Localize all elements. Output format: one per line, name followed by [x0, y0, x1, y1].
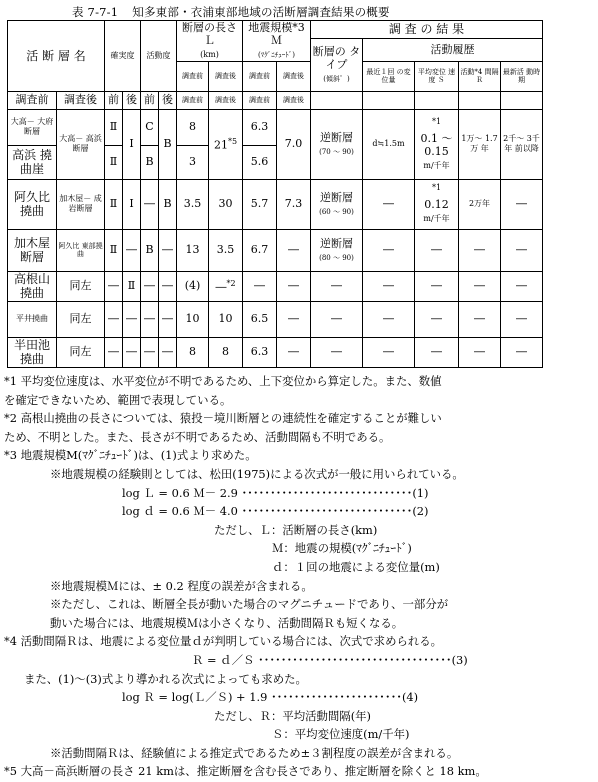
caption-title: 知多東部・衣浦東部地域の活断層調査結果の概要 — [132, 5, 390, 19]
cell: ― — [459, 301, 501, 337]
cell: ― — [363, 229, 415, 271]
header-cert-pre: 前 — [105, 91, 123, 109]
cell: 6.5 — [243, 301, 277, 337]
note-line: *3 地震規模M(ﾏｸﾞﾆﾁｭｰﾄﾞ)は、(1)式より求めた。 — [4, 448, 257, 463]
sub-len-post: 調査後 — [209, 91, 243, 109]
table-row — [8, 301, 543, 337]
fault-after: 同左 — [57, 271, 105, 301]
note-line: ※活動間隔Ｒは、経験値による推定式であるため±３割程度の誤差が含まれる。 — [50, 745, 459, 760]
cell: 6.3 — [243, 337, 277, 367]
equation-3: Ｒ = ｄ／Ｓ ･･････････････････････････････････(3) — [192, 652, 468, 667]
cell: 6.3 — [243, 109, 277, 145]
cell: ― — [311, 271, 363, 301]
cell: ― — [277, 271, 311, 301]
note-line: ただし、Ｒ：平均活動間隔(年) — [214, 708, 371, 723]
cell: 13 — [177, 229, 209, 271]
cell: ― — [123, 337, 141, 367]
fault-before: 高浜 撓曲崖 — [8, 145, 57, 179]
cell: 30 — [209, 179, 243, 229]
cell: 6.7 — [243, 229, 277, 271]
sub-disp — [363, 91, 415, 109]
note-line: *1 平均変位速度は、水平変位が不明であるため、上下変位から算定した。また、数値 — [4, 374, 442, 388]
cell: 10 — [177, 301, 209, 337]
caption-number: 表 7-7-1 — [72, 5, 119, 19]
footnotes — [4, 372, 596, 781]
cell: 2万年 — [459, 179, 501, 229]
fault-before: 加木屋 断層 — [8, 229, 57, 271]
cell: ― — [415, 301, 459, 337]
cell: ― — [501, 337, 543, 367]
note-line: ※地震規模Ｍには、± 0.2 程度の誤差が含まれる。 — [50, 578, 313, 593]
cell: 3.5 — [209, 229, 243, 271]
header-magnitude: 地震規模*3 Ｍ (ﾏｸﾞﾆﾁｭｰﾄﾞ) — [243, 21, 311, 62]
cell: ― — [459, 229, 501, 271]
fault-after: 大高－ 高浜断層 — [57, 109, 105, 179]
cell: ― — [311, 301, 363, 337]
cell: ― — [105, 271, 123, 301]
fault-after: 同左 — [57, 301, 105, 337]
fault-before: 大高－ 大府断層 — [8, 109, 57, 145]
cell: 7.0 — [277, 109, 311, 179]
fault-survey-table — [7, 20, 543, 368]
cell: ― — [363, 301, 415, 337]
cell: ― — [415, 229, 459, 271]
header-results: 調 査 の 結 果 — [311, 21, 543, 39]
header-interval: 活動*4 間隔Ｒ — [459, 61, 501, 91]
cell: Ⅱ — [105, 109, 123, 145]
cell: 1万～ 1.7万 年 — [459, 109, 501, 179]
cell: Ⅱ — [105, 229, 123, 271]
cell: ― — [363, 179, 415, 229]
header-before: 調査前 — [8, 91, 57, 109]
header-fault-name: 活 断 層 名 — [8, 21, 105, 92]
cell: ― — [141, 301, 159, 337]
cell: ― — [159, 337, 177, 367]
cell: $^{*1}$ 0.12 m/千年 — [415, 179, 459, 229]
cell: Ⅰ — [123, 109, 141, 179]
header-after: 調査後 — [57, 91, 105, 109]
header-len-post: 調査後 — [209, 61, 243, 91]
equation-2: log ｄ = 0.6 Ｍ－ 4.0 ･･････････････････････････････(2) — [122, 504, 429, 519]
note-line: Ｓ：平均変位速度(m/千年) — [272, 727, 410, 742]
equation-1: log Ｌ = 0.6 Ｍ－ 2.9 ･･････････････････････････････(1) — [122, 485, 429, 500]
cell: 3 — [177, 145, 209, 179]
cell: 2千～ 3千年 前以降 — [501, 109, 543, 179]
sub-rate — [415, 91, 459, 109]
cell: B — [141, 229, 159, 271]
cell: ― — [415, 271, 459, 301]
cell: ― — [141, 179, 159, 229]
cell: ― — [105, 301, 123, 337]
cell: B — [159, 179, 177, 229]
note-line: ため、不明とした。また、長さが不明であるため、活動間隔も不明である。 — [4, 429, 391, 444]
table-row — [8, 271, 543, 301]
cell: ― — [363, 271, 415, 301]
cell: 21$^{*5}$ — [209, 109, 243, 179]
cell: ― — [141, 337, 159, 367]
sub-type — [311, 91, 363, 109]
fault-before: 半田池 撓曲 — [8, 337, 57, 367]
equation-4: log Ｒ = log(Ｌ／Ｓ) + 1.9 ･･･････････････････････(4) — [122, 690, 419, 705]
cell: ― — [311, 337, 363, 367]
cell: Ⅱ — [105, 145, 123, 179]
sub-m-post: 調査後 — [277, 91, 311, 109]
cell: ― — [141, 271, 159, 301]
header-m-post: 調査後 — [277, 61, 311, 91]
cell: ― — [277, 337, 311, 367]
cell: 5.6 — [243, 145, 277, 179]
header-len-pre: 調査前 — [177, 61, 209, 91]
cell: B — [141, 145, 159, 179]
cell: ― — [159, 301, 177, 337]
cell: 逆断層 (70 ～ 90) — [311, 109, 363, 179]
cell: B — [159, 109, 177, 179]
cell: 3.5 — [177, 179, 209, 229]
header-act-post: 後 — [159, 91, 177, 109]
table-caption — [72, 4, 404, 20]
sub-interval — [459, 91, 501, 109]
fault-after: 阿久比 東部撓曲 — [57, 229, 105, 271]
fault-before: 高根山 撓曲 — [8, 271, 57, 301]
cell: Ⅰ — [123, 179, 141, 229]
table-row — [8, 179, 543, 229]
cell: Ⅱ — [123, 271, 141, 301]
note-line: 動いた場合には、地震規模Ｍは小さくなり、活動間隔Ｒも短くなる。 — [50, 615, 404, 630]
sub-len-pre: 調査前 — [177, 91, 209, 109]
fault-after: 同左 — [57, 337, 105, 367]
note-line: ※地震規模の経験則としては、松田(1975)による次式が一般に用いられている。 — [50, 466, 464, 481]
note-line: ※ただし、これは、断層全長が動いた場合のマグニチュードであり、一部分が — [50, 597, 449, 612]
cell: 逆断層 (60 ～ 90) — [311, 179, 363, 229]
cell: ― — [123, 229, 141, 271]
header-latest: 最新活 動時期 — [501, 61, 543, 91]
cell: 10 — [209, 301, 243, 337]
note-line: *5 大高－高浜断層の長さ 21 kmは、推定断層を含む長さであり、推定断層を除くと 18 km。 — [4, 764, 487, 779]
note-line: を確定できないため、範囲で表現している。 — [4, 392, 232, 407]
cell: ―$^{*2}$ — [209, 271, 243, 301]
header-length: 断層の長さＬ (km) — [177, 21, 243, 62]
header-history: 活動履歴 — [363, 39, 543, 62]
cell: 7.3 — [277, 179, 311, 229]
fault-before: 平井撓曲 — [8, 301, 57, 337]
cell: 5.7 — [243, 179, 277, 229]
cell: ― — [243, 271, 277, 301]
cell: $^{*1}$ 0.1 ～ 0.15 m/千年 — [415, 109, 459, 179]
cell: 8 — [177, 337, 209, 367]
fault-before: 阿久比 撓曲 — [8, 179, 57, 229]
header-act-pre: 前 — [141, 91, 159, 109]
cell: (4) — [177, 271, 209, 301]
header-cert-post: 後 — [123, 91, 141, 109]
cell: ― — [501, 179, 543, 229]
header-rate: 平均変位 速 度 Ｓ — [415, 61, 459, 91]
table-row — [8, 109, 543, 145]
table-row — [8, 337, 543, 367]
cell: ― — [277, 301, 311, 337]
cell: ― — [501, 301, 543, 337]
header-fault-type: 断層の タイプ (傾斜゜) — [311, 39, 363, 92]
cell: ― — [123, 301, 141, 337]
cell: ― — [159, 229, 177, 271]
cell: 8 — [209, 337, 243, 367]
sub-latest — [501, 91, 543, 109]
table-row — [8, 229, 543, 271]
cell: ― — [415, 337, 459, 367]
header-disp: 最近１回 の変位量 — [363, 61, 415, 91]
header-certainty: 確実度 — [105, 21, 141, 92]
cell: ― — [501, 271, 543, 301]
cell: ― — [363, 337, 415, 367]
note-line: *2 高根山撓曲の長さについては、猿投－境川断層との連続性を確定することが難しい — [4, 411, 442, 426]
cell: ― — [459, 271, 501, 301]
note-line: また、(1)～(3)式より導かれる次式によっても求めた。 — [24, 671, 307, 686]
cell: ― — [159, 271, 177, 301]
cell: ― — [501, 229, 543, 271]
cell: ― — [277, 229, 311, 271]
note-line: ｄ：１回の地震による変位量(m) — [272, 559, 440, 574]
note-line: Ｍ：地震の規模(ﾏｸﾞﾆﾁｭｰﾄﾞ) — [272, 541, 412, 556]
cell: Ⅱ — [105, 179, 123, 229]
cell: 逆断層 (80 ～ 90) — [311, 229, 363, 271]
header-activity: 活動度 — [141, 21, 177, 92]
cell: ― — [105, 337, 123, 367]
cell: d≒1.5m — [363, 109, 415, 179]
cell: ― — [459, 337, 501, 367]
cell: C — [141, 109, 159, 145]
fault-after: 加木屋－ 成岩断層 — [57, 179, 105, 229]
note-line: ただし、Ｌ：活断層の長さ(km) — [214, 522, 378, 537]
sub-m-pre: 調査前 — [243, 91, 277, 109]
header-m-pre: 調査前 — [243, 61, 277, 91]
note-line: *4 活動間隔Ｒは、地震による変位量ｄが判明している場合には、次式で求められる。 — [4, 634, 443, 649]
cell: 8 — [177, 109, 209, 145]
